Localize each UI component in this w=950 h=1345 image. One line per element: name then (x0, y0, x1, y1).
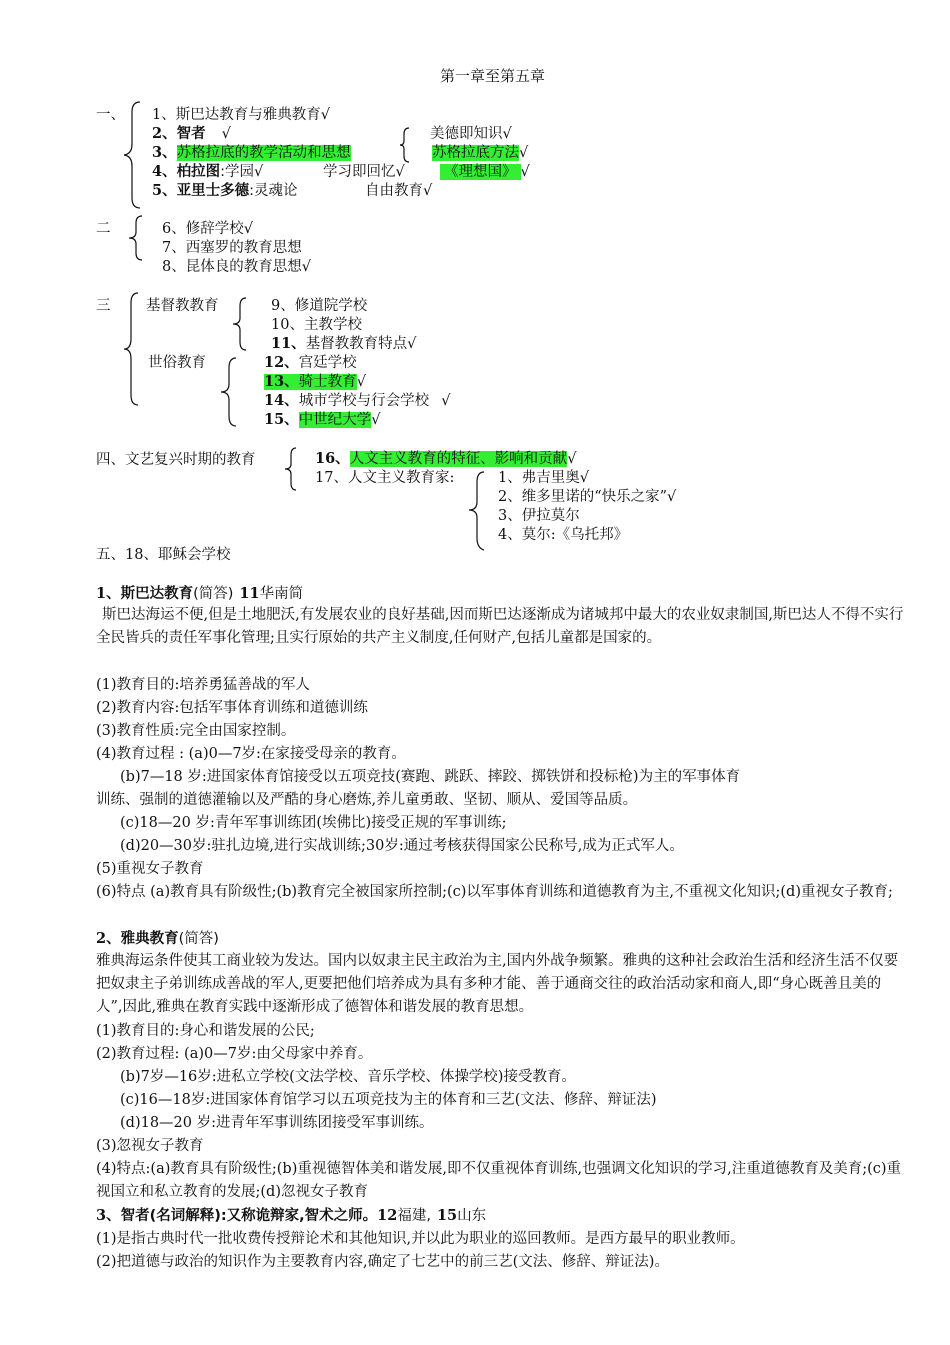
sec2-line-6: (3)忽视女子教育 (96, 1138, 204, 1154)
brace-s3 (120, 291, 142, 407)
item-text: 亚里士多德 (176, 183, 250, 199)
item-rest: :学园√ (220, 164, 264, 180)
outline-s1-label: 一、 (96, 107, 125, 123)
outline-item-4-right (440, 163, 530, 181)
check-mark: √ (441, 393, 451, 409)
outline-item-3-right (432, 144, 528, 162)
outline-item-2 (152, 125, 231, 143)
outline-item-1: 1、斯巴达教育与雅典教育√ (152, 107, 330, 123)
item-text-highlighted: 苏格拉底的教学活动和思想 (176, 145, 351, 161)
outline-item-10: 10、主教学校 (271, 317, 362, 333)
sec1-paragraph: 斯巴达海运不便,但是土地肥沃,有发展农业的良好基础,因而斯巴达逐渐成为诸城邦中最大的农业奴隶制国,斯巴达人不得不实行全民皆兵的责任军事化管理;且实行原始的共产主义制度,任何财产,包括儿童都是国家的。 (96, 607, 904, 646)
item-text-highlighted: 苏格拉底方法 (432, 145, 519, 161)
brace-s4 (282, 446, 300, 492)
sec1-line-3: (3)教育性质:完全由国家控制。 (96, 723, 296, 739)
outline-item-4-mid: 学习即回忆√ (323, 164, 405, 180)
outline-item-13 (264, 373, 366, 391)
sec3-heading: 3、智者(名词解释):又称诡辩家,智术之师。12福建, 15山东 (96, 1207, 487, 1224)
sec1-line-8: (5)重视女子教育 (96, 861, 204, 877)
outline-item-5-mid: 自由教育√ (365, 183, 433, 199)
outline-s5-label: 五、18、耶稣会学校 (96, 547, 231, 563)
outline-item-3 (152, 144, 351, 162)
sec2-heading: 2、雅典教育(简答) (96, 930, 219, 947)
item-number: 5、 (152, 182, 177, 199)
outline-item-15 (264, 411, 380, 429)
sec2-line-1: (1)教育目的:身心和谐发展的公民; (96, 1023, 315, 1039)
sec1-line-4: (4)教育过程 : (a)0—7岁:在家接受母亲的教育。 (96, 746, 406, 762)
sec1-line-6: (c)18—20 岁:青年军事训练团(埃佛比)接受正规的军事训练; (120, 815, 507, 831)
item-number: 4、 (152, 163, 177, 180)
outline-item-17: 17、人文主义教育家: (315, 470, 455, 486)
brace-s1-inner (398, 127, 412, 163)
outline-item-11 (271, 335, 416, 353)
outline-item-8: 8、昆体良的教育思想√ (162, 259, 311, 275)
sec1-line-5a: (b)7—18 岁:进国家体育馆接受以五项竞技(赛跑、跳跃、摔跤、掷铁饼和投标枪)为主的军事体育 (120, 769, 741, 785)
check-mark: √ (221, 126, 231, 142)
brace-s3-secular (218, 356, 240, 428)
item-text: 宫廷学校 (298, 355, 357, 371)
sec1-line-5b: 训练、强制的道德灌输以及严酷的身心磨炼,养儿童勇敢、坚韧、顺从、爱国等品质。 (96, 792, 638, 808)
educator-1: 1、弗吉里奥√ (498, 470, 589, 486)
sec2-paragraph: 雅典海运条件使其工商业较为发达。国内以奴隶主民主政治为主,国内外战争频繁。雅典的这种社会政治生活和经济生活不仅要把奴隶主子弟训练成善战的军人,更要把他们培养成为具有多种才能、善于通商交往的政治活动家和商人,即“身心既善且美的人”,因此,雅典在教育实践中逐渐形成了德智体和谐发展的教育思想。 (96, 953, 899, 1015)
item-rest: :灵魂论 (249, 183, 298, 199)
item-text: 基督教教育特点√ (305, 336, 417, 352)
item-text-highlighted: 13、骑士教育 (264, 373, 357, 390)
check-mark: √ (519, 145, 529, 161)
item-number: 14、 (264, 392, 299, 409)
item-text: 柏拉图 (176, 164, 221, 180)
outline-item-12 (264, 354, 357, 372)
check-mark: √ (356, 374, 366, 390)
brace-s2 (126, 214, 146, 262)
outline-item-7: 7、西塞罗的教育思想 (162, 240, 302, 256)
outline-item-4 (152, 163, 263, 181)
page-title: 第一章至第五章 (440, 67, 546, 85)
sec1-heading: 1、斯巴达教育(简答) 11华南简 (96, 585, 304, 602)
sec1-line-9: (6)特点 (a)教育具有阶级性;(b)教育完全被国家所控制;(c)以军事体育训练和道德教育为主,不重视文化知识;(d)重视女子教育; (96, 884, 893, 900)
item-number: 3、 (152, 144, 177, 161)
outline-item-16 (315, 450, 576, 468)
item-number: 12、 (264, 354, 299, 371)
sec3-line-2: (2)把道德与政治的知识作为主要教育内容,确定了七艺中的前三艺(文法、修辞、辩证法)。 (96, 1254, 669, 1270)
item-text-highlighted: 《理想国》 (440, 164, 521, 180)
brace-s4-educators (466, 470, 488, 552)
item-number: 11、 (271, 335, 306, 352)
educator-3: 3、伊拉莫尔 (498, 508, 580, 524)
sec2-line-2: (2)教育过程: (a)0—7岁:由父母家中养育。 (96, 1046, 373, 1062)
outline-item-14 (264, 392, 450, 410)
sec2-line-3: (b)7岁—16岁:进私立学校(文法学校、音乐学校、体操学校)接受教育。 (120, 1069, 576, 1085)
item-number: 16、 (315, 450, 350, 467)
brace-s1 (120, 100, 144, 210)
check-mark: √ (520, 164, 530, 180)
item-number: 2、 (152, 125, 177, 142)
item-text-highlighted: 中世纪大学 (298, 412, 372, 428)
item-text: 智者 (176, 126, 206, 142)
outline-s2-label: 二 (96, 221, 111, 237)
brace-s3-christian (230, 296, 250, 352)
sec1-line-7: (d)20—30岁:驻扎边境,进行实战训练;30岁:通过考核获得国家公民称号,成为正式军人。 (120, 838, 684, 854)
sec2-line-4: (c)16—18岁:进国家体育馆学习以五项竞技为主的体育和三艺(文法、修辞、辩证法) (120, 1092, 657, 1108)
outline-group-secular: 世俗教育 (148, 355, 206, 371)
sec1-line-2: (2)教育内容:包括军事体育训练和道德训练 (96, 700, 368, 716)
outline-item-9: 9、修道院学校 (271, 298, 368, 314)
sec3-line-1: (1)是指古典时代一批收费传授辩论术和其他知识,并以此为职业的巡回教师。是西方最早的职业教师。 (96, 1231, 745, 1247)
check-mark: √ (567, 451, 577, 467)
sec2-line-5: (d)18—20 岁:进青年军事训练团接受军事训练。 (120, 1115, 434, 1131)
item-text: 城市学校与行会学校 (298, 393, 430, 409)
outline-item-6: 6、修辞学校√ (162, 221, 253, 237)
item-number: 15、 (264, 411, 299, 428)
outline-item-5 (152, 182, 297, 200)
educator-2: 2、维多里诺的“快乐之家”√ (498, 489, 677, 505)
outline-item-2-right: 美德即知识√ (430, 126, 512, 142)
sec2-line-7: (4)特点:(a)教育具有阶级性;(b)重视德智体美和谐发展,即不仅重视体育训练,也强调文化知识的学习,注重道德教育及美育;(c)重视国立和私立教育的发展;(d)忽视女子教育 (96, 1161, 902, 1200)
outline-group-christian: 基督教教育 (146, 298, 219, 314)
outline-s4-label: 四、文艺复兴时期的教育 (96, 452, 256, 468)
sec1-line-1: (1)教育目的:培养勇猛善战的军人 (96, 677, 310, 693)
educator-4: 4、莫尔:《乌托邦》 (498, 527, 629, 543)
check-mark: √ (371, 412, 381, 428)
item-text-highlighted: 人文主义教育的特征、影响和贡献 (349, 451, 568, 467)
outline-s3-label: 三 (96, 298, 111, 314)
